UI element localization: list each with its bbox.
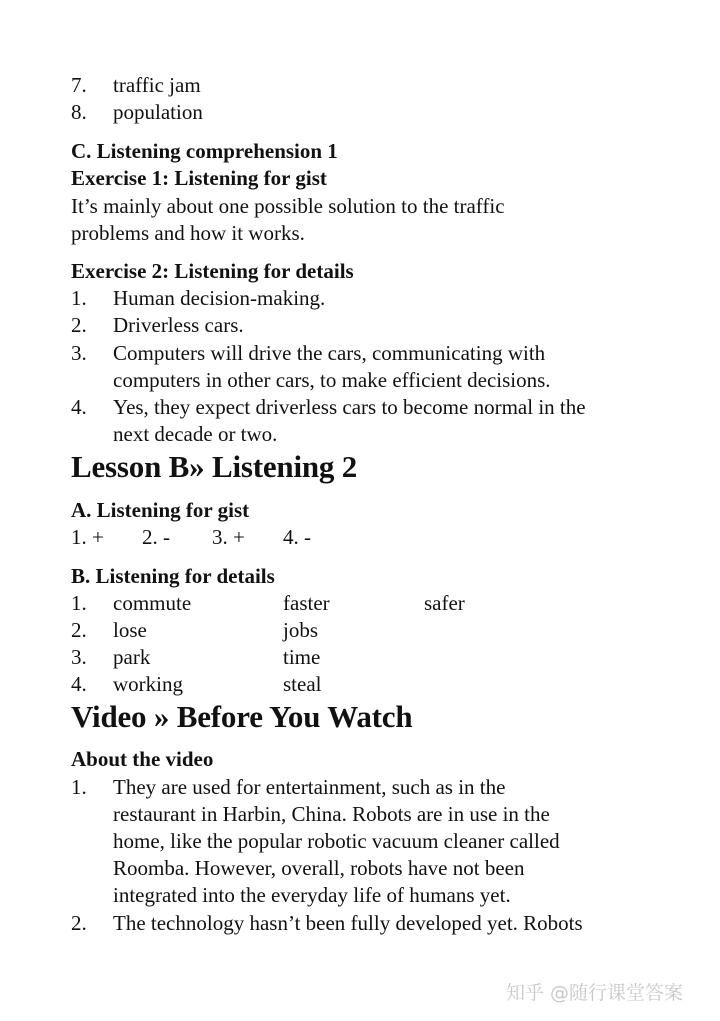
gist-answer: 4. - bbox=[283, 525, 311, 549]
detail-word: lose bbox=[113, 618, 147, 642]
about-video-heading: About the video bbox=[71, 747, 214, 771]
exercise-2-heading: Exercise 2: Listening for details bbox=[71, 259, 354, 283]
list-item: next decade or two. bbox=[113, 422, 278, 446]
list-item: The technology hasn’t been fully developed yet. Robots bbox=[113, 911, 583, 935]
gist-answer: 3. + bbox=[212, 525, 245, 549]
exercise-1-answer: problems and how it works. bbox=[71, 221, 305, 245]
list-number: 1. bbox=[71, 591, 87, 615]
list-number: 3. bbox=[71, 645, 87, 669]
listening-gist-heading: A. Listening for gist bbox=[71, 498, 250, 522]
list-item: They are used for entertainment, such as in the bbox=[113, 775, 506, 799]
exercise-1-heading: Exercise 1: Listening for gist bbox=[71, 166, 327, 190]
list-item: Computers will drive the cars, communicating with bbox=[113, 341, 546, 365]
list-number: 4. bbox=[71, 672, 87, 696]
gist-answer: 2. - bbox=[142, 525, 170, 549]
list-number: 2. bbox=[71, 313, 87, 337]
list-item: population bbox=[113, 100, 203, 124]
list-item: Yes, they expect driverless cars to become normal in the bbox=[113, 395, 586, 419]
list-item: Human decision-making. bbox=[113, 286, 326, 310]
list-item: restaurant in Harbin, China. Robots are in use in the bbox=[113, 802, 550, 826]
list-number: 4. bbox=[71, 395, 87, 419]
detail-word: time bbox=[283, 645, 321, 669]
exercise-1-answer: It’s mainly about one possible solution to the traffic bbox=[71, 194, 505, 218]
detail-word: commute bbox=[113, 591, 192, 615]
detail-word: faster bbox=[283, 591, 330, 615]
lesson-b-title: Lesson B» Listening 2 bbox=[71, 449, 358, 484]
list-item: Roomba. However, overall, robots have not been bbox=[113, 856, 525, 880]
list-item: traffic jam bbox=[113, 73, 201, 97]
list-item: computers in other cars, to make efficient decisions. bbox=[113, 368, 551, 392]
list-number: 1. bbox=[71, 286, 87, 310]
list-number: 8. bbox=[71, 100, 87, 124]
section-c-heading: C. Listening comprehension 1 bbox=[71, 139, 338, 163]
listening-details-heading: B. Listening for details bbox=[71, 564, 275, 588]
gist-answer: 1. + bbox=[71, 525, 104, 549]
video-title: Video » Before You Watch bbox=[71, 699, 413, 734]
list-item: home, like the popular robotic vacuum cleaner called bbox=[113, 829, 560, 853]
detail-word: steal bbox=[283, 672, 322, 696]
list-number: 3. bbox=[71, 341, 87, 365]
list-number: 7. bbox=[71, 73, 87, 97]
detail-word: working bbox=[113, 672, 183, 696]
detail-word: park bbox=[113, 645, 151, 669]
list-item: integrated into the everyday life of humans yet. bbox=[113, 883, 511, 907]
list-number: 1. bbox=[71, 775, 87, 799]
watermark: 知乎 @随行课堂答案 bbox=[506, 982, 684, 1004]
detail-word: safer bbox=[424, 591, 465, 615]
list-number: 2. bbox=[71, 618, 87, 642]
detail-word: jobs bbox=[283, 618, 319, 642]
list-number: 2. bbox=[71, 911, 87, 935]
list-item: Driverless cars. bbox=[113, 313, 244, 337]
